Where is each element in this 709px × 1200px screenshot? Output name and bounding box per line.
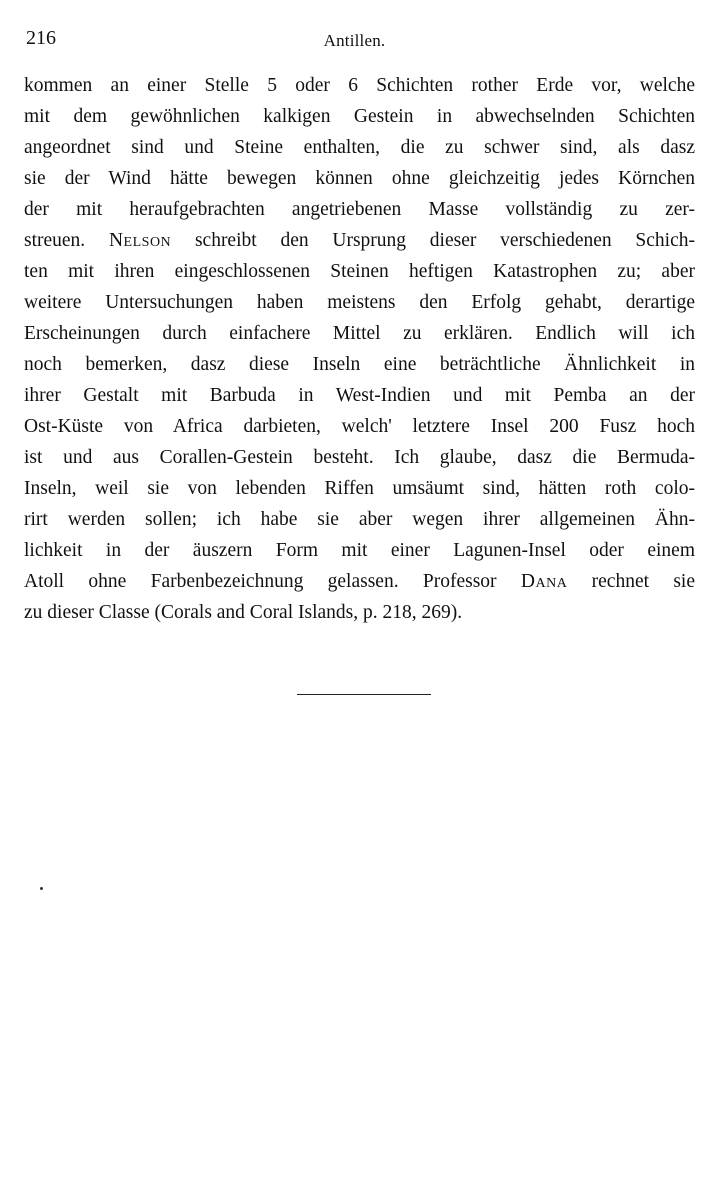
page-number: 216 <box>26 27 56 49</box>
print-speck <box>40 887 43 890</box>
text-line: ist und aus Corallen-Gestein besteht. Ich glaube, dasz die Bermuda- <box>24 447 695 468</box>
text-line: lichkeit in der äuszern Form mit einer Lagunen-Insel oder einem <box>24 540 695 561</box>
running-title: Antillen. <box>323 31 386 50</box>
text-line: noch bemerken, dasz diese Inseln eine beträchtliche Ähnlichkeit in <box>24 354 695 375</box>
text-line: mit dem gewöhnlichen kalkigen Gestein in abwechselnden Schichten <box>24 106 695 127</box>
text-line: rirt werden sollen; ich habe sie aber wegen ihrer allgemeinen Ähn- <box>24 509 695 530</box>
text-line: Atoll ohne Farbenbezeichnung gelassen. Professor Dana rechnet sie <box>24 571 695 592</box>
text-line: Ost-Küste von Africa darbieten, welch' letztere Insel 200 Fusz hoch <box>24 416 695 437</box>
author-name-dana: Dana <box>520 571 568 592</box>
text-line: Inseln, weil sie von lebenden Riffen umsäumt sind, hätten roth colo- <box>24 478 695 499</box>
text-line: sie der Wind hätte bewegen können ohne gleichzeitig jedes Körnchen <box>24 168 695 189</box>
text-line: streuen. Nelson schreibt den Ursprung dieser verschiedenen Schich- <box>24 230 695 251</box>
body-paragraph <box>24 70 695 628</box>
text-line: angeordnet sind und Steine enthalten, die zu schwer sind, als dasz <box>24 137 695 158</box>
text-line: zu dieser Classe (Corals and Coral Islands, p. 218, 269). <box>24 602 463 623</box>
text-line: weitere Untersuchungen haben meistens den Erfolg gehabt, derartige <box>24 292 695 313</box>
author-name-nelson: Nelson <box>108 230 172 251</box>
text-line: Erscheinungen durch einfachere Mittel zu erklären. Endlich will ich <box>24 323 695 344</box>
text-line: ihrer Gestalt mit Barbuda in West-Indien und mit Pemba an der <box>24 385 695 406</box>
text-line: kommen an einer Stelle 5 oder 6 Schichten rother Erde vor, welche <box>24 75 695 96</box>
text-line: ten mit ihren eingeschlossenen Steinen heftigen Katastrophen zu; aber <box>24 261 695 282</box>
text-line: der mit heraufgebrachten angetriebenen Masse vollständig zu zer- <box>24 199 695 220</box>
section-divider <box>297 694 431 695</box>
